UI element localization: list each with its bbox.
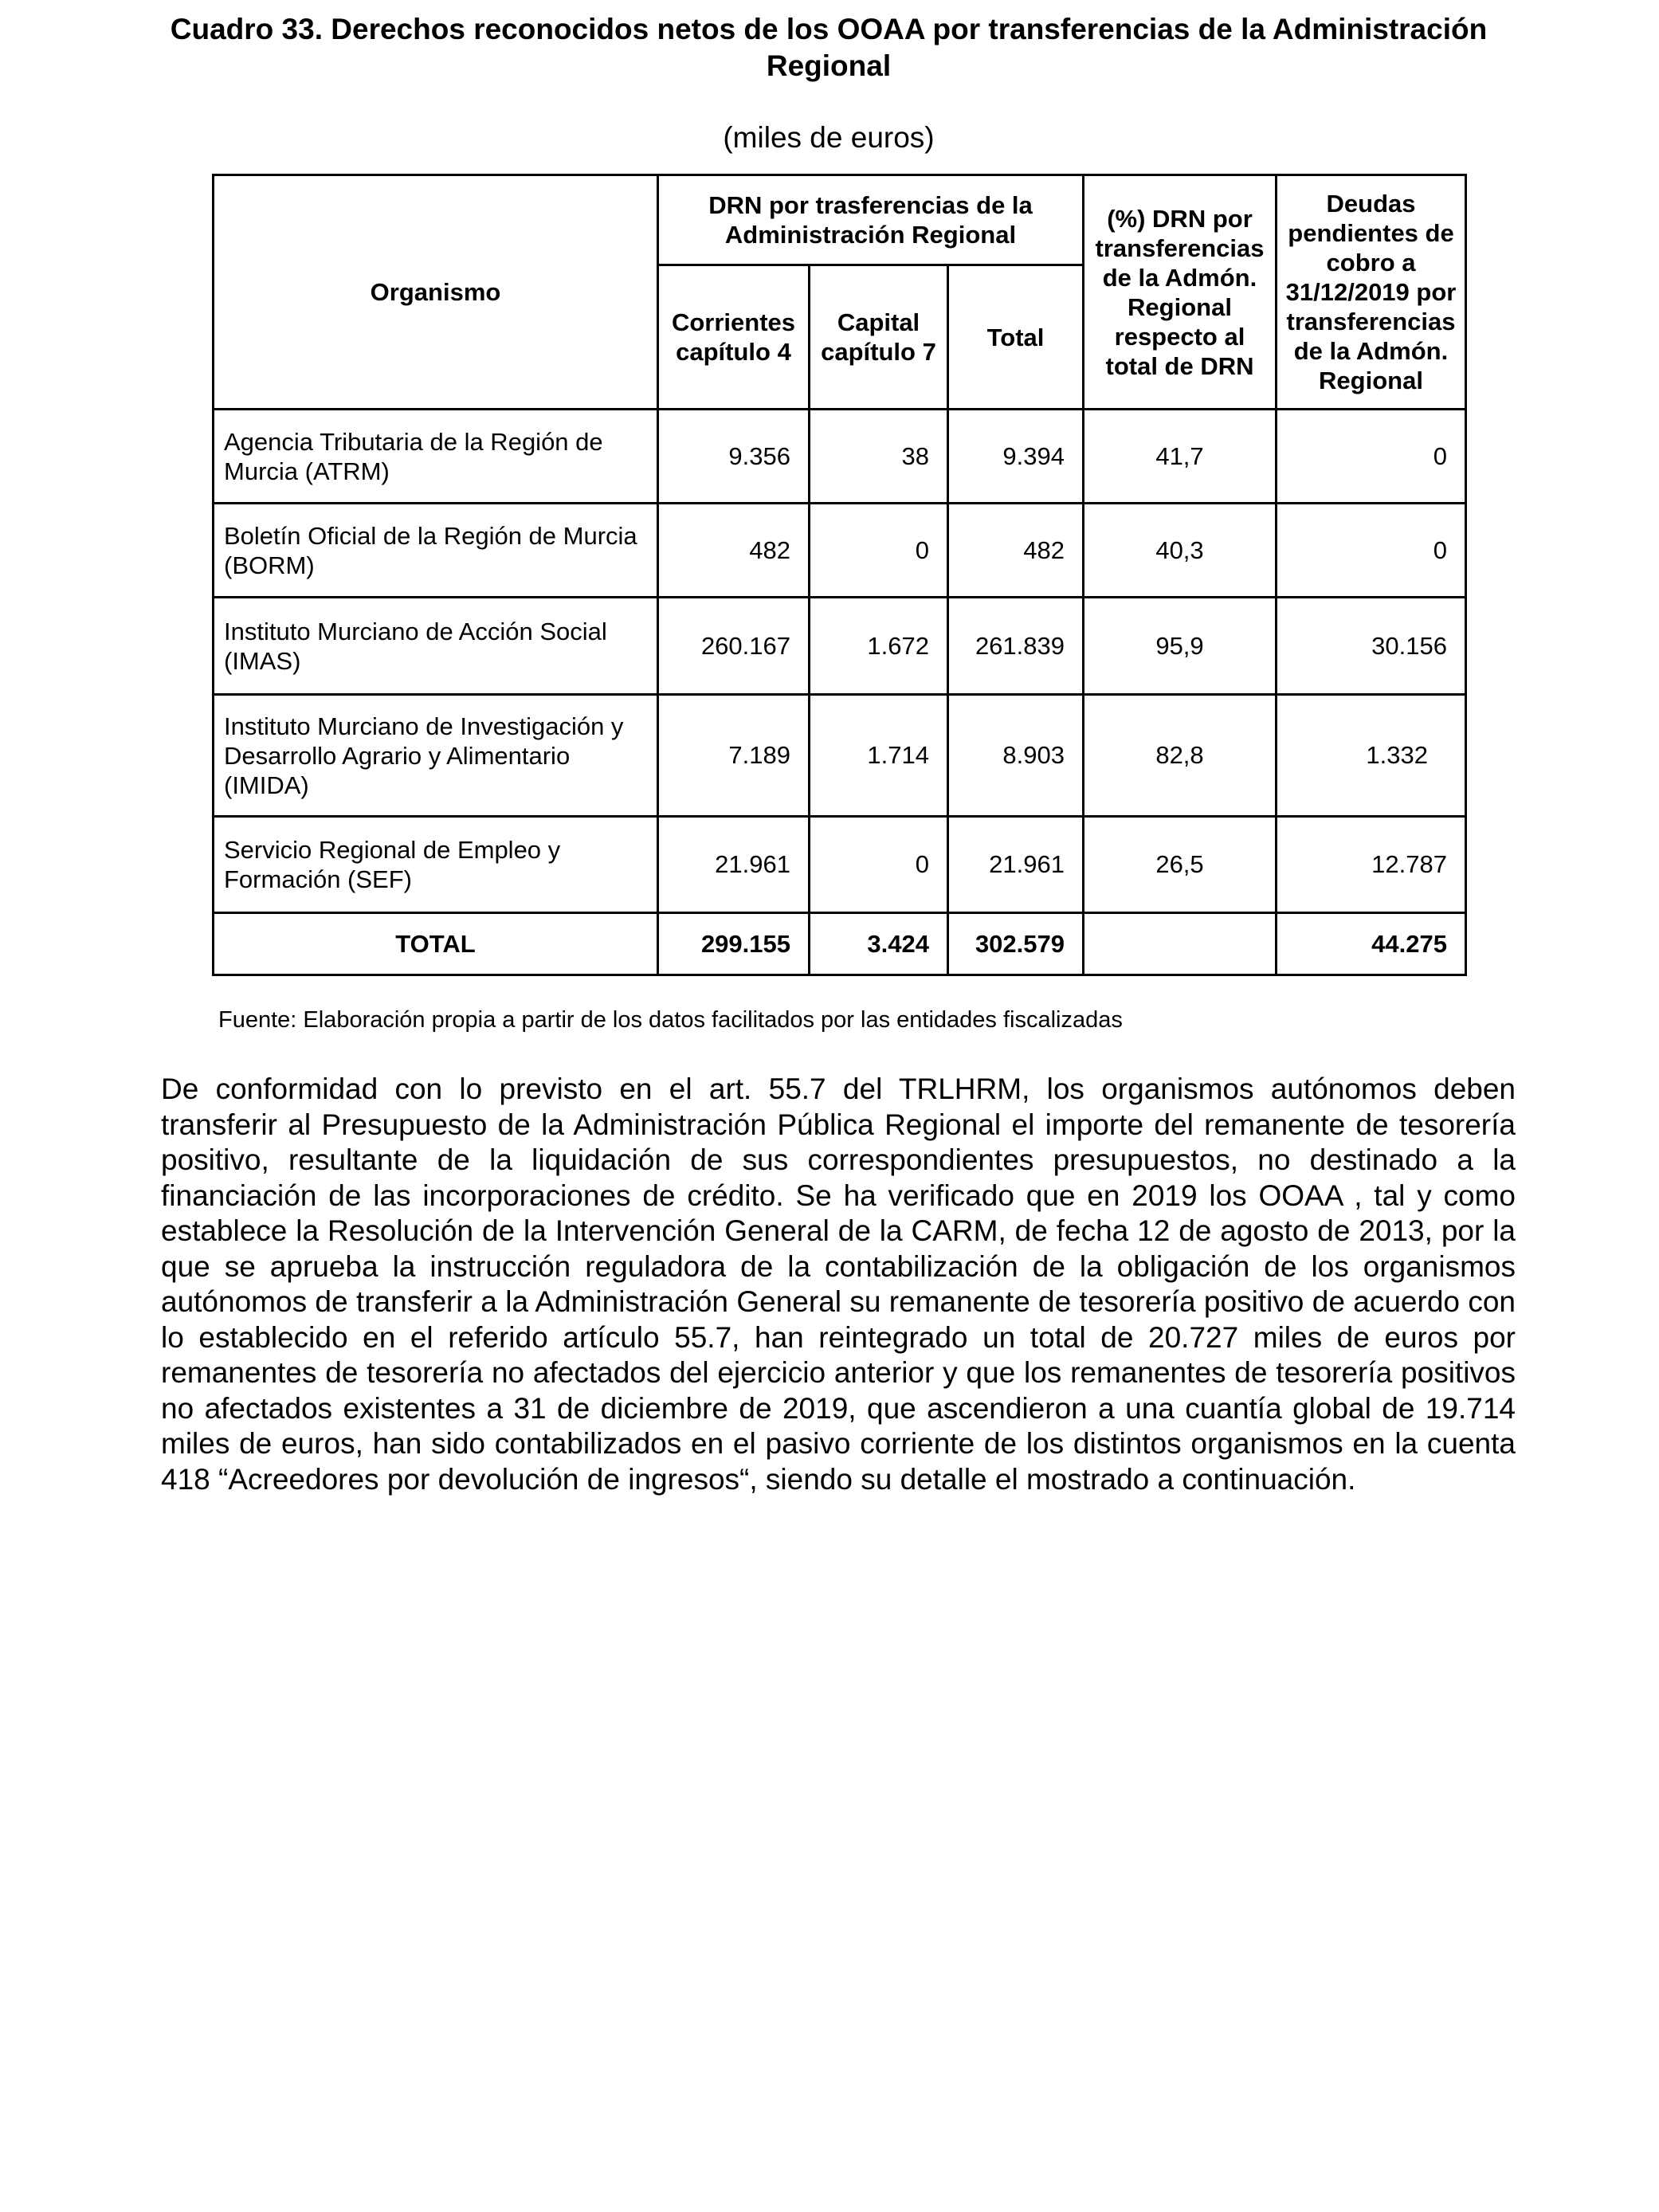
row-capital: 38	[810, 410, 948, 504]
header-total: Total	[948, 265, 1084, 410]
table-row	[214, 598, 1466, 695]
row-total: 8.903	[948, 695, 1084, 817]
table-title: Cuadro 33. Derechos reconocidos netos de los OOAA por transferencias de la Administración Regional	[170, 13, 1488, 82]
row-pct: 95,9	[1084, 598, 1277, 695]
total-pct	[1084, 913, 1277, 975]
data-table	[212, 174, 1467, 976]
row-capital: 1.672	[810, 598, 948, 695]
table-row	[214, 410, 1466, 504]
row-pct: 40,3	[1084, 504, 1277, 598]
row-deudas: 0	[1277, 410, 1466, 504]
row-deudas: 0	[1277, 504, 1466, 598]
header-capital: Capital capítulo 7	[810, 265, 948, 410]
total-label: TOTAL	[214, 913, 658, 975]
row-organismo: Boletín Oficial de la Región de Murcia (BORM)	[214, 504, 658, 598]
row-corrientes: 9.356	[658, 410, 810, 504]
total-deudas: 44.275	[1277, 913, 1466, 975]
row-corrientes: 260.167	[658, 598, 810, 695]
row-total: 261.839	[948, 598, 1084, 695]
row-capital: 1.714	[810, 695, 948, 817]
row-organismo: Instituto Murciano de Investigación y Desarrollo Agrario y Alimentario (IMIDA)	[214, 695, 658, 817]
row-corrientes: 21.961	[658, 817, 810, 913]
row-organismo: Agencia Tributaria de la Región de Murcia (ATRM)	[214, 410, 658, 504]
table-row	[214, 695, 1466, 817]
row-total: 21.961	[948, 817, 1084, 913]
row-capital: 0	[810, 504, 948, 598]
row-deudas: 1.332	[1277, 695, 1466, 817]
total-row	[214, 913, 1466, 975]
header-deudas: Deudas pendientes de cobro a 31/12/2019 por transferencias de la Admón. Regional	[1277, 175, 1466, 410]
header-organismo: Organismo	[214, 175, 658, 410]
total-total: 302.579	[948, 913, 1084, 975]
row-capital: 0	[810, 817, 948, 913]
source-note: Fuente: Elaboración propia a partir de los datos facilitados por las entidades fiscalizadas	[218, 1007, 1123, 1033]
header-corrientes: Corrientes capítulo 4	[658, 265, 810, 410]
header-pct: (%) DRN por transferencias de la Admón. Regional respecto al total de DRN	[1084, 175, 1277, 410]
row-organismo: Instituto Murciano de Acción Social (IMAS)	[214, 598, 658, 695]
header-drn-group: DRN por trasferencias de la Administración Regional	[658, 175, 1084, 265]
body-paragraph: De conformidad con lo previsto en el art. 55.7 del TRLHRM, los organismos autónomos deben transferir al Presupuesto de la Administración Pública Regional el importe del remanente de tesorería positivo, resultante de la liquidación de sus correspondientes presupuestos, no destinado a la financiación de las incorporaciones de crédito. Se ha verificado que en 2019 los OOAA , tal y como establece la Resolución de la Intervención General de la CARM, de fecha 12 de agosto de 2013, por la que se aprueba la instrucción reguladora de la contabilización de la obligación de los organismos autónomos de transferir a la Administración General su remanente de tesorería positivo de acuerdo con lo establecido en el referido artículo 55.7, han reintegrado un total de 20.727 miles de euros por remanentes de tesorería no afectados del ejercicio anterior y que los remanentes de tesorería positivos no afectados existentes a 31 de diciembre de 2019, que ascendieron a una cuantía global de 19.714 miles de euros, han sido contabilizados en el pasivo corriente de los distintos organismos en la cuenta 418 “Acreedores por devolución de ingresos“, siendo su detalle el mostrado a continuación.	[161, 1073, 1516, 1496]
row-deudas: 30.156	[1277, 598, 1466, 695]
row-pct: 41,7	[1084, 410, 1277, 504]
row-total: 9.394	[948, 410, 1084, 504]
total-corrientes: 299.155	[658, 913, 810, 975]
table-row	[214, 817, 1466, 913]
row-total: 482	[948, 504, 1084, 598]
row-deudas: 12.787	[1277, 817, 1466, 913]
row-corrientes: 7.189	[658, 695, 810, 817]
table-row	[214, 504, 1466, 598]
total-capital: 3.424	[810, 913, 948, 975]
units-label: (miles de euros)	[723, 121, 935, 154]
row-organismo: Servicio Regional de Empleo y Formación (SEF)	[214, 817, 658, 913]
row-pct: 26,5	[1084, 817, 1277, 913]
row-pct: 82,8	[1084, 695, 1277, 817]
row-corrientes: 482	[658, 504, 810, 598]
